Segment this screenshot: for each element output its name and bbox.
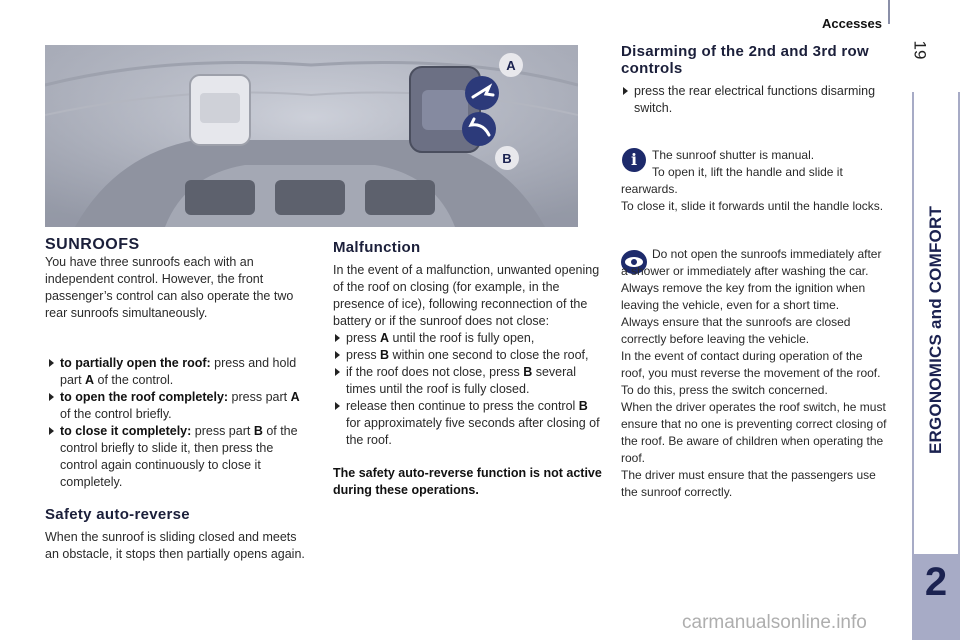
info-box (621, 147, 887, 215)
warning-text: Do not open the sunroofs immediately after a shower or immediately after washing the car. (621, 247, 882, 278)
warning-text: Always remove the key from the ignition when leaving the vehicle, even for a short time. (621, 281, 866, 312)
malfunction-title: Malfunction (333, 239, 421, 256)
list-item: to open the roof completely: press part A of the control briefly. (47, 389, 305, 423)
list-item: if the roof does not close, press B several times until the roof is fully closed. (333, 364, 603, 398)
warning-text: In the event of contact during operation of the roof, you must reverse the movement of the roof. To do this, press the switch concerned. (621, 349, 881, 397)
list-item: to partially open the roof: press and hold part A of the control. (47, 355, 305, 389)
malfunction-section (333, 239, 603, 499)
section-header: Accesses (822, 16, 882, 31)
label-b: B (502, 151, 512, 166)
info-line: To open it, lift the handle and slide it rearwards. (621, 165, 843, 196)
info-line: The sunroof shutter is manual. (652, 148, 815, 162)
sunroofs-title: SUNROOFS (45, 236, 140, 253)
sunroofs-section (45, 236, 307, 322)
safety-title: Safety auto-reverse (45, 506, 190, 523)
safety-text: When the sunroof is sliding closed and meets an obstacle, it stops then partially opens again. (45, 530, 305, 561)
safety-section (45, 506, 307, 563)
malfunction-note: The safety auto-reverse function is not active during these operations. (333, 466, 602, 497)
chapter-title: ERGONOMICS and COMFORT (926, 205, 945, 455)
sunroofs-intro: You have three sunroofs each with an independent control. However, the front passenger’s control can also operate the two rear sunroofs simultaneously. (45, 255, 294, 320)
page-number: 19 (910, 40, 930, 60)
list-item: press B within one second to close the roof, (333, 347, 603, 364)
info-line: To close it, slide it forwards until the handle locks. (621, 199, 884, 213)
sunroofs-controls-list (47, 355, 305, 491)
disarming-title: Disarming of the 2nd and 3rd row controls (621, 43, 869, 77)
warning-text: When the driver operates the roof switch, he must ensure that no one is preventing correct closing of the roof. Be aware of children when operating the roof. (621, 400, 887, 465)
label-a: A (506, 58, 516, 73)
watermark: carmanualsonline.info (682, 612, 867, 633)
warning-text: Always ensure that the sunroofs are closed correctly before leaving the vehicle. (621, 315, 851, 346)
list-item: to close it completely: press part B of the control briefly to slide it, then press the control again continuously to close it completely. (47, 423, 305, 491)
roof-console-illustration (45, 45, 578, 227)
disarming-section (621, 43, 891, 117)
list-item: press the rear electrical functions disarming switch. (621, 83, 891, 117)
roof-console-photo (45, 45, 578, 227)
chapter-number: 2 (924, 560, 948, 604)
warning-text: The driver must ensure that the passengers use the sunroof correctly. (621, 468, 876, 499)
header-divider (888, 0, 890, 24)
info-icon: i (622, 148, 646, 172)
warning-box (621, 246, 887, 501)
list-item: press A until the roof is fully open, (333, 330, 603, 347)
malfunction-intro: In the event of a malfunction, unwanted opening of the roof on closing (for example, in the presence of ice), following reconnection of the battery or if the sunroof does not close: (333, 263, 600, 328)
list-item: release then continue to press the control B for approximately five seconds after closing of the roof. (333, 398, 603, 449)
